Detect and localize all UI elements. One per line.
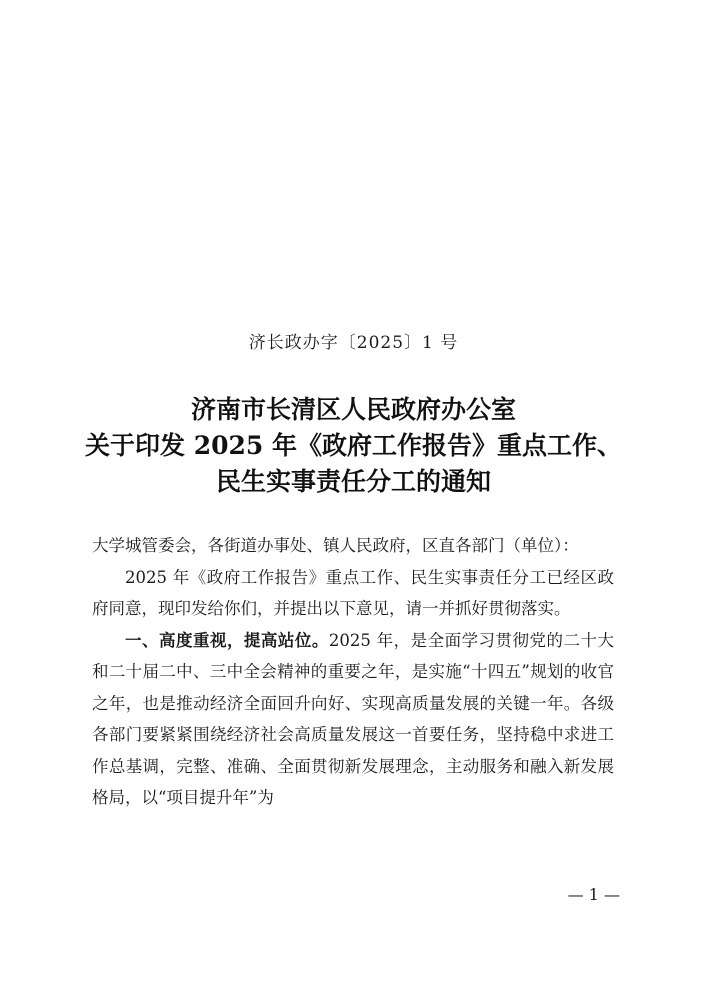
section-one-heading: 一、高度重视，提高站位。 — [125, 630, 329, 650]
document-number: 济长政办字〔2025〕1 号 — [248, 333, 459, 353]
addressee: 大学城管委会，各街道办事处、镇人民政府，区直各部门（单位）： — [92, 536, 579, 555]
paragraph-section-one — [92, 625, 614, 814]
document-title — [0, 392, 707, 500]
section-one-text: 2025 年，是全面学习贯彻党的二十大和二十届二中、三中全会精神的重要之年，是实施“十四五”规划的收官之年，也是推动经济全面回升向好、实现高质量发展的关键一年。各级各部门要紧紧围绕经济社会高质量发展这一首要任务，坚持稳中求进工作总基调，完整、准确、全面贯彻新发展理念，主动服务和融入新发展格局，以“项目提升年”为 — [92, 630, 614, 807]
title-line-3: 民生实事责任分工的通知 — [215, 467, 491, 496]
title-line-1: 济南市长清区人民政府办公室 — [190, 395, 516, 424]
page-number: — 1 — — [567, 885, 620, 904]
document-body — [92, 530, 614, 814]
title-line-2: 关于印发 2025 年《政府工作报告》重点工作、 — [85, 431, 622, 460]
paragraph-intro: 2025 年《政府工作报告》重点工作、民生实事责任分工已经区政府同意，现印发给你们，并提出以下意见，请一并抓好贯彻落实。 — [92, 567, 614, 618]
